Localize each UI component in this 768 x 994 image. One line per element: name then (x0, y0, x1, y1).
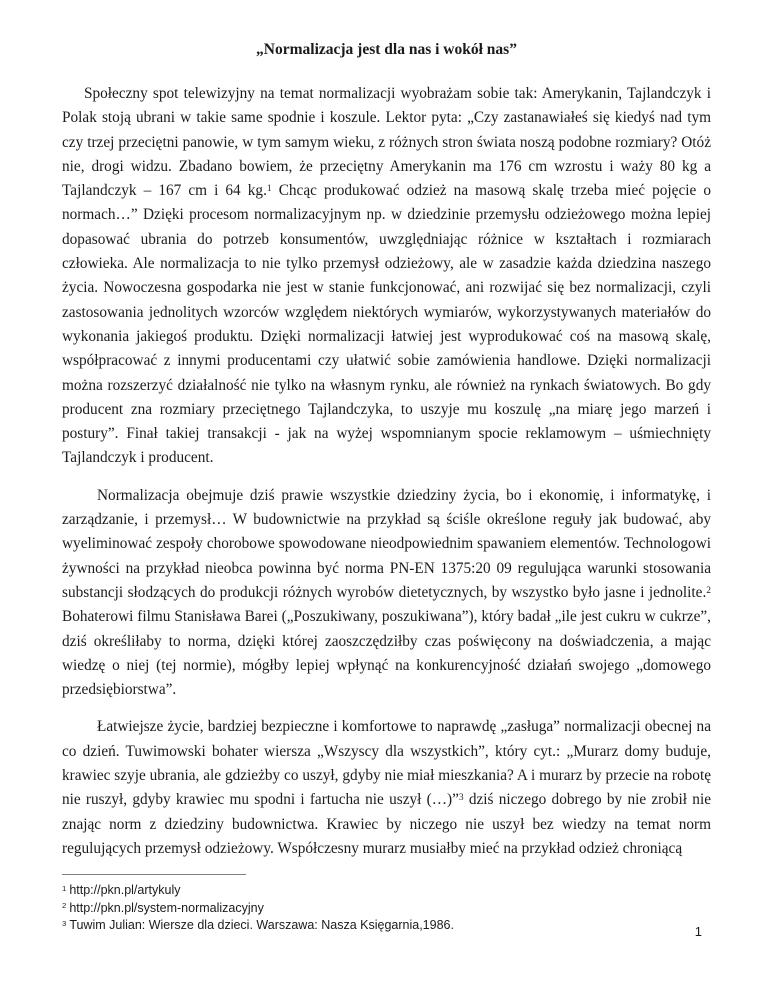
paragraph-text: Społeczny spot telewizyjny na temat normalizacji wyobrażam sobie tak: Amerykanin, Tajlandczyk i Polak stoją ubrani w takie same spodnie i koszule. Lektor pyta: „Czy zastanawiałeś się kiedyś nad tym czy trzej przeciętni panowie, w tym samym wieku, z różnych stron świata noszą podobne rozmiary? Otóż nie, drogi widzu. Zbadano bowiem, że przeciętny Amerykanin ma 176 cm wzrostu i waży 80 kg a Tajlandczyk – 167 cm i 64 kg. (62, 85, 711, 200)
paragraph-text: Bohaterowi filmu Stanisława Barei („Poszukiwany, poszukiwana”), który badał „ile jest cukru w cukrze”, dziś określiłaby to norma, dzięki której zaoszczędziłby czas poświęcony na doświadczenia, a mając wiedzę o niej (tej normie), mógłby lepiej wpłynąć na konkurencyjność działań swojego „domowego przedsiębiorstwa”. (62, 608, 711, 699)
paragraph (62, 82, 711, 471)
document-content (62, 38, 711, 861)
document-body (62, 82, 711, 861)
footnote-marker: 2 (62, 901, 67, 911)
paragraph-text: Chcąc produkować odzież na masową skalę trzeba mieć pojęcie o normach…” Dzięki procesom normalizacyjnym np. w dziedzinie przemysłu odzieżowego można lepiej dopasować ubrania do potrzeb konsumentów, uwzględniając różnice w kształtach i rozmiarach człowieka. Ale normalizacja to nie tylko przemysł odzieżowy, ale w zasadzie każda dziedzina naszego życia. Nowoczesna gospodarka nie jest w stanie funkcjonować, ani rozwijać się bez normalizacji, czyli zastosowania jednolitych wzorców względem niektórych wymiarów, wykorzystywanych materiałów do wykonania jakiegoś produktu. Dzięki normalizacji łatwiej jest wyprodukować coś na masową skalę, współpracować z innymi producentami czy ułatwić sobie zamówienia handlowe. Dzięki normalizacji można rozszerzyć działalność nie tylko na własnym rynku, ale również na rynkach światowych. Bo gdy producent zna rozmiary przeciętnego Tajlandczyka, to uszyje mu koszulę „na miarę jego marzeń i postury”. Finał takiej transakcji - jak na wyżej wspomnianym spocie reklamowym – uśmiechnięty Tajlandczyk i producent. (62, 182, 711, 467)
footnote (62, 882, 711, 900)
paragraph-text: Normalizacja obejmuje dziś prawie wszystkie dziedziny życia, bo i ekonomię, i informatykę, i zarządzanie, i przemysł… W budownictwie na przykład są ściśle określone reguły jak budować, aby wyeliminować zespoły chorobowe spowodowane nieodpowiednim spawaniem elementów. Technologowi żywności na przykład nieobca powinna być norma PN-EN 1375:20 09 regulująca warunki stosowania substancji słodzących do produkcji różnych wyrobów dietetycznych, by wszystko było jasne i jednolite. (62, 486, 711, 601)
footnote-marker: 3 (62, 918, 67, 928)
footnote-text: Tuwim Julian: Wiersze dla dzieci. Warszawa: Nasza Księgarnia,1986. (69, 918, 454, 932)
footnote-separator (62, 874, 246, 875)
footnote (62, 900, 711, 918)
footnote (62, 917, 711, 935)
footnote-reference: 1 (266, 183, 272, 194)
footnote-reference: 3 (458, 793, 464, 804)
paragraph (62, 484, 711, 703)
footnotes-section (62, 874, 711, 935)
footnote-reference: 2 (706, 585, 711, 596)
page-number: 1 (694, 924, 702, 939)
paragraph (62, 715, 711, 861)
paragraph-text: dziś niczego dobrego by nie zrobił nie znając norm z dziedziny budownictwa. Krawiec by niczego nie uszył bez wiedzy na temat norm regulujących przemysł odzieżowy. Współczesny murarz musiałby mieć na przykład odzież chroniącą (62, 791, 711, 857)
footnote-text: http://pkn.pl/system-normalizacyjny (69, 900, 264, 915)
footnote-list (62, 882, 711, 935)
document-title: „Normalizacja jest dla nas i wokół nas” (256, 41, 517, 58)
footnote-text: http://pkn.pl/artykuly (69, 883, 181, 897)
paragraph-text: Łatwiejsze życie, bardziej bezpieczne i komfortowe to naprawdę „zasługa” normalizacji obecnej na co dzień. Tuwimowski bohater wiersza „Wszyscy dla wszystkich”, który cyt.: „Murarz domy buduje, krawiec szyje ubrania, ale gdzieżby co uszył, gdyby nie miał mieszkania? A i murarz by przecie na robotę nie ruszył, gdyby krawiec mu spodni i fartucha nie uszył (…)” (62, 718, 711, 809)
footnote-marker: 1 (62, 883, 67, 893)
